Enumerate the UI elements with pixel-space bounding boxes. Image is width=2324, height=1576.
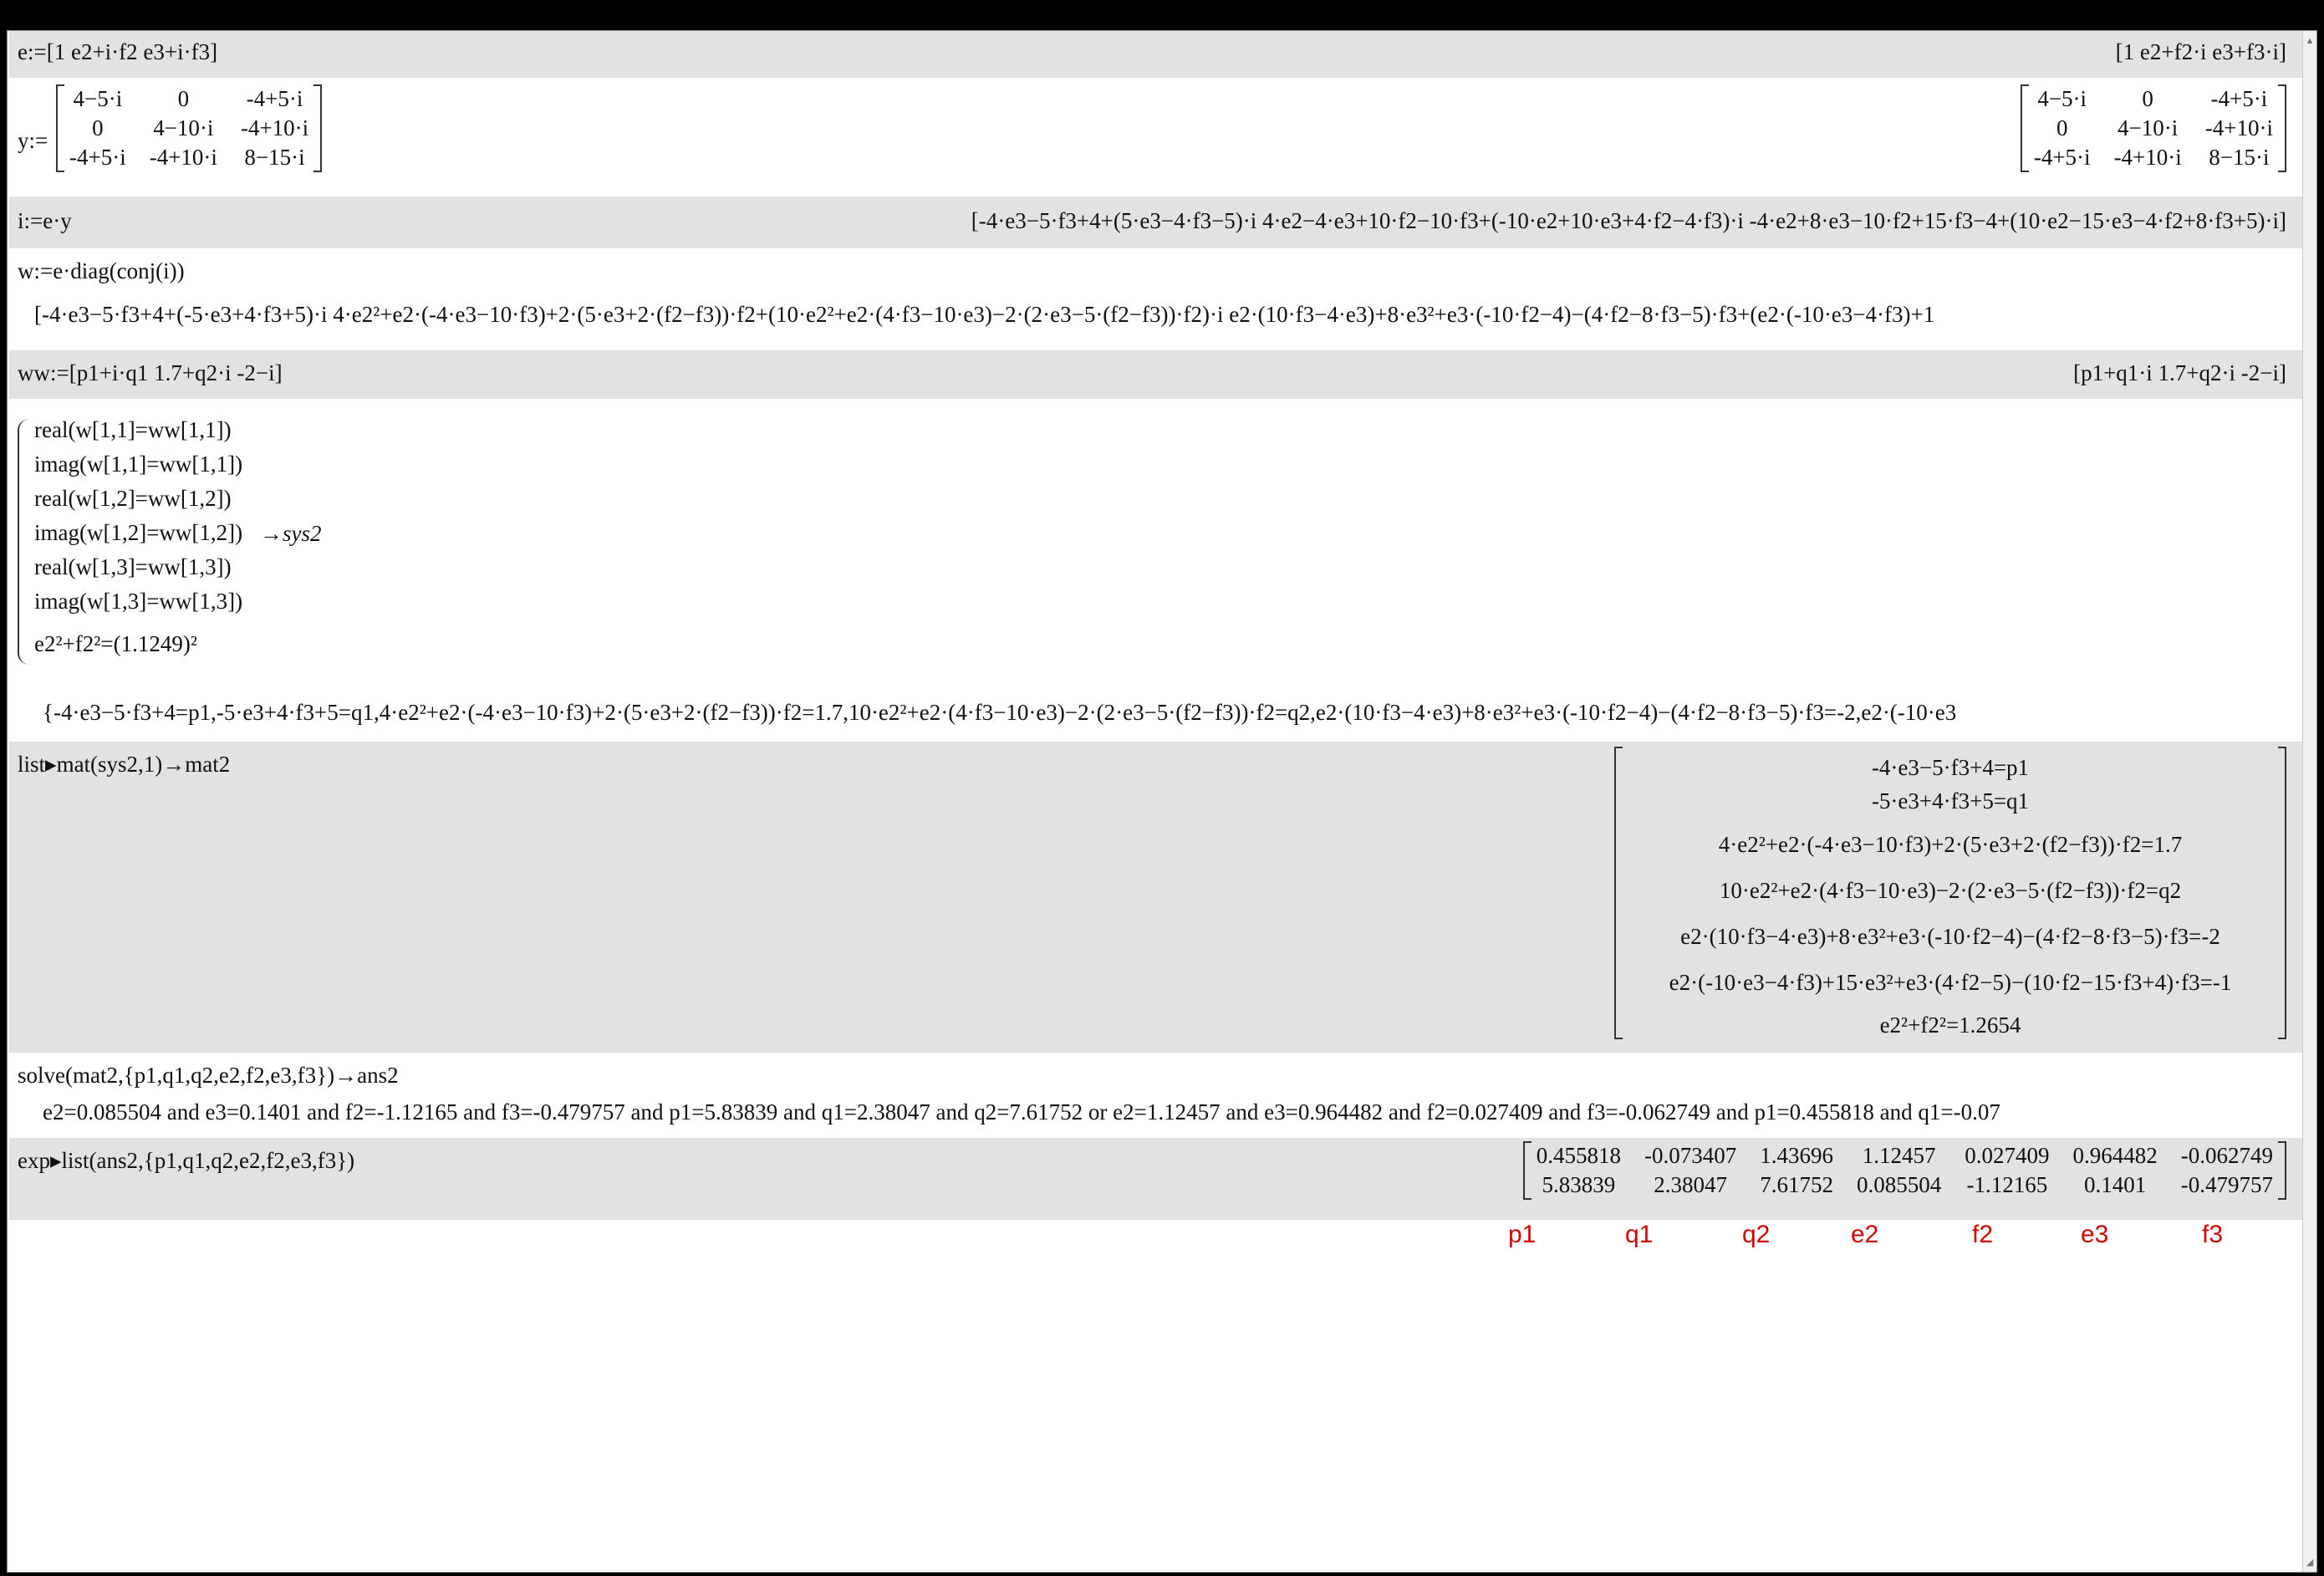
entry-row-solve[interactable] bbox=[9, 1053, 2303, 1138]
matrix-row: -5·e3+4·f3+5=q1 bbox=[1871, 788, 2030, 814]
annotation-label-q1: q1 bbox=[1625, 1221, 1654, 1248]
matrix-row: e2·(10·f3−4·e3)+8·e3²+e3·(-10·f2−4)−(4·f2−8·f3−5)·f3=-2 bbox=[1680, 924, 2220, 949]
input-matrix: 4−5·i 0 -4+5·i 0 4−10·i -4+10·i -4+5·i -4+10·i 8−15·i bbox=[56, 84, 322, 172]
input-expression[interactable]: exp▸list(ans2,{p1,q1,q2,e2,f2,e3,f3}) bbox=[18, 1148, 355, 1173]
input-expression[interactable]: w:=e·diag(conj(i)) bbox=[18, 258, 185, 283]
output-matrix: 4−5·i 0 -4+5·i 0 4−10·i -4+10·i -4+5·i -4+10·i 8−15·i bbox=[2021, 84, 2286, 172]
matrix-row: -4·e3−5·f3+4=p1 bbox=[1871, 755, 2030, 780]
input-expression[interactable]: i:=e·y bbox=[18, 208, 72, 233]
input-prefix: y:= bbox=[18, 128, 48, 153]
output-expression: e2=0.085504 and e3=0.1401 and f2=-1.12165 and f3=-0.479757 and p1=5.83839 and q1=2.38047 and q2=7.61752 or e2=1.12457 and e3=0.964482 and f2=0.027409 and f3=-0.062749 and p1=0.455818 and q1=-0.07 bbox=[43, 1099, 2000, 1125]
output-matrix bbox=[1614, 747, 2286, 1039]
entry-row-ww[interactable] bbox=[9, 350, 2303, 399]
entry-row-exp[interactable] bbox=[9, 1138, 2303, 1220]
scroll-up-icon[interactable]: ▲ bbox=[2305, 36, 2315, 46]
annotation-label-f2: f2 bbox=[1972, 1221, 1994, 1248]
input-expression[interactable]: list▸mat(sys2,1)→mat2 bbox=[18, 752, 231, 777]
annotation-label-e3: e3 bbox=[2081, 1221, 2109, 1248]
output-matrix: 0.455818 -0.073407 1.43696 1.12457 0.027409 0.964482 -0.062749 5.83839 2.38047 7.61752 0.085504 -1.12165 0.1401 -0.479757 bbox=[1523, 1141, 2286, 1200]
input-expression[interactable]: e:=[1 e2+i·f2 e3+i·f3] bbox=[18, 39, 218, 64]
input-expression[interactable]: ww:=[p1+i·q1 1.7+q2·i -2−i] bbox=[18, 360, 283, 385]
annotation-label-e2: e2 bbox=[1851, 1221, 1879, 1248]
store-target: →sys2 bbox=[260, 521, 322, 546]
entry-row-w[interactable] bbox=[9, 248, 2303, 350]
system-line: real(w[1,3]=ww[1,3]) bbox=[34, 554, 232, 579]
system-line: imag(w[1,3]=ww[1,3]) bbox=[34, 589, 243, 614]
entry-row-y[interactable] bbox=[9, 78, 2303, 196]
annotation-label-q2: q2 bbox=[1742, 1221, 1771, 1248]
entry-row-e[interactable] bbox=[9, 31, 2303, 78]
system-line: imag(w[1,2]=ww[1,2]) bbox=[34, 520, 243, 545]
entry-row-i[interactable] bbox=[9, 196, 2303, 248]
system-brace bbox=[18, 419, 31, 665]
output-expression: [-4·e3−5·f3+4+(-5·e3+4·f3+5)·i 4·e2²+e2·(-4·e3−10·f3)+2·(5·e3+2·(f2−f3))·f2+(10·e2²+e2·(4·f3−10·e3)−2·(2·e3−5·(f2−f3))·f2)·i e2·(10·f3−4·e3)+8·e3²+e3·(-10·f2−4)−(4·f2−8·f3−5)·f3+(e2·(-10·e3−4·f3)+1 bbox=[34, 302, 1935, 327]
output-expression: {-4·e3−5·f3+4=p1,-5·e3+4·f3+5=q1,4·e2²+e2·(-4·e3−10·f3)+2·(5·e3+2·(f2−f3))·f2=1.7,10·e2²+e2·(4·f3−10·e3)−2·(2·e3−5·(f2−f3))·f2=q2,e2·(10·f3−4·e3)+8·e3²+e3·(-10·f2−4)−(4·f2−8·f3−5)·f3=-2,e2·(-10·e3 bbox=[43, 700, 1957, 725]
calculator-document bbox=[7, 30, 2317, 1573]
matrix-row: e2·(-10·e3−4·f3)+15·e3²+e3·(4·f2−5)−(10·f2−15·f3+4)·f3=-1 bbox=[1669, 970, 2232, 995]
vertical-scrollbar[interactable] bbox=[2302, 31, 2316, 1572]
system-line: e2²+f2²=(1.1249)² bbox=[34, 631, 197, 656]
system-line: real(w[1,2]=ww[1,2]) bbox=[34, 486, 232, 511]
matrix-row: 4·e2²+e2·(-4·e3−10·f3)+2·(5·e3+2·(f2−f3))·f2=1.7 bbox=[1718, 832, 2183, 857]
system-line: imag(w[1,1]=ww[1,1]) bbox=[34, 451, 243, 477]
entry-row-mat2[interactable] bbox=[9, 742, 2303, 1053]
output-expression: [1 e2+f2·i e3+f3·i] bbox=[2115, 39, 2286, 64]
annotation-label-f3: f3 bbox=[2202, 1221, 2224, 1248]
entry-row-sys2[interactable] bbox=[9, 399, 2303, 742]
matrix-row: e2²+f2²=1.2654 bbox=[1879, 1012, 2021, 1038]
resize-grip-icon[interactable]: ◢ bbox=[2306, 1558, 2314, 1568]
annotation-label-p1: p1 bbox=[1508, 1221, 1537, 1248]
system-line: real(w[1,1]=ww[1,1]) bbox=[34, 417, 232, 442]
output-expression: [-4·e3−5·f3+4+(5·e3−4·f3−5)·i 4·e2−4·e3+10·f2−10·f3+(-10·e2+10·e3+4·f2−4·f3)·i -4·e2+8·e3−10·f2+15·f3−4+(10·e2−15·e3−4·f2+8·f3+5)·i] bbox=[971, 208, 2286, 233]
matrix-row: 10·e2²+e2·(4·f3−10·e3)−2·(2·e3−5·(f2−f3))·f2=q2 bbox=[1719, 878, 2182, 903]
output-expression: [p1+q1·i 1.7+q2·i -2−i] bbox=[2073, 360, 2286, 385]
input-expression[interactable]: solve(mat2,{p1,q1,q2,e2,f2,e3,f3})→ans2 bbox=[18, 1063, 399, 1088]
